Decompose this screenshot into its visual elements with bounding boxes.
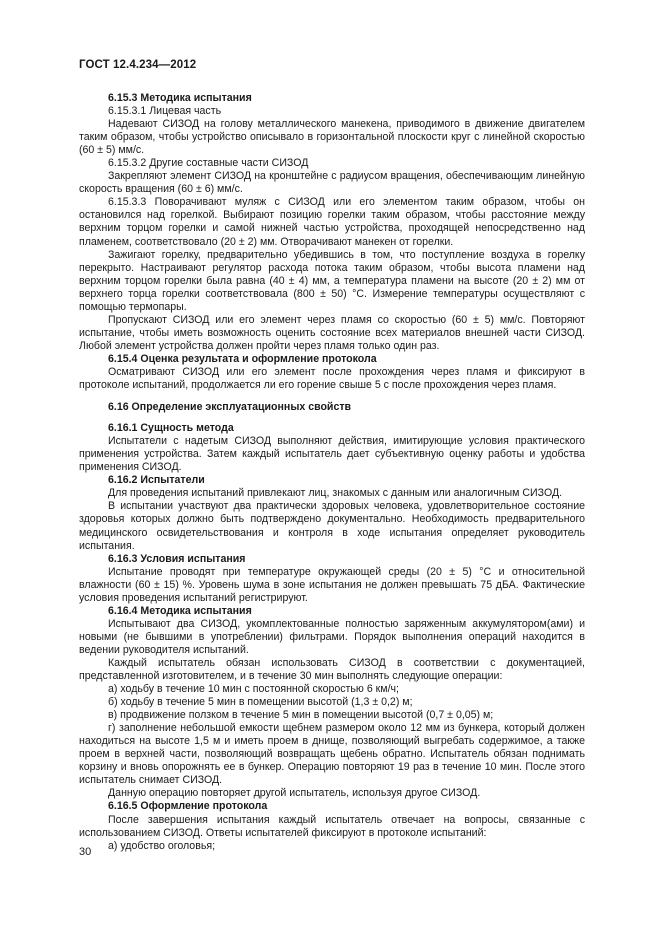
paragraph-6-16-4-a: Испытывают два СИЗОД, укомплектованные полностью заряженным аккумулятором(ами) и новыми (не бывшими в употреблении) фильтрами. Порядок выполнения операций находится в ведении руководителя испытаний. (79, 617, 585, 656)
heading-6-16: 6.16 Определение эксплуатационных свойств (108, 401, 352, 414)
subheading-6-15-3-2: 6.15.3.2 Другие составные части СИЗОД (108, 157, 309, 170)
page-number: 30 (79, 846, 92, 858)
paragraph-6-16-5: После завершения испытания каждый испытатель отвечает на вопросы, связанные с использованием СИЗОД. Ответы испытателей фиксируют в протоколе испытаний: (79, 813, 585, 839)
paragraph-burner: Зажигают горелку, предварительно убедившись в том, что поступление воздуха в горелку перекрыто. Настраивают регулятор расхода потока таким образом, чтобы высота пламени над верхним торцом горелки была равна (40 ± 4) мм, а температура пламени на высоте (20 ± 2) мм от верхнего торца горелки соответствовала (800 ± 50) °C. Измерение температуры осуществляют с помощью термопары. (79, 248, 585, 313)
section-gap (79, 414, 585, 422)
heading-6-16-2: 6.16.2 Испытатели (108, 474, 205, 487)
heading-6-16-5: 6.16.5 Оформление протокола (108, 800, 268, 813)
subheading-6-15-3-1: 6.15.3.1 Лицевая часть (108, 105, 222, 118)
paragraph-6-16-4-b: Каждый испытатель обязан использовать СИЗОД в соответствии с документацией, представленной изготовителем, и в течение 30 мин выполнять следующие операции: (79, 656, 585, 683)
heading-6-16-4: 6.16.4 Методика испытания (108, 604, 252, 617)
heading-6-15-3: 6.15.3 Методика испытания (108, 92, 252, 104)
list-item-a-headgear: а) удобство оголовья; (108, 839, 216, 852)
paragraph-6-16-1: Испытатели с надетым СИЗОД выполняют действия, имитирующие условия практического применения устройства. Затем каждый испытатель дает субъективную оценку работы и удобства применения СИЗОД. (79, 435, 585, 474)
list-item-g: г) заполнение небольшой емкости щебнем размером около 12 мм из бункера, который должен находиться на высоте 1,5 м и иметь проем в днище, позволяющий выгребать содержимое, а также проем в верхней части, позволяющий возвращать щебень обратно. Испытатель обязан поднимать корзину и вновь опорожнять ее в бункер. Операцию повторяют 19 раз в течение 10 мин. После этого испытатель снимает СИЗОД. (79, 722, 585, 787)
list-item-a: а) ходьбу в течение 10 мин с постоянной скоростью 6 км/ч; (108, 683, 399, 696)
paragraph-pass-flame: Пропускают СИЗОД или его элемент через пламя со скоростью (60 ± 5) мм/с. Повторяют испытание, чтобы иметь возможность оценить состояние всех материалов внешней части СИЗОД. Любой элемент устройства должен пройти через пламя только один раз. (79, 313, 585, 352)
list-item-v: в) продвижение ползком в течение 5 мин в помещении высотой (0,7 ± 0,05) м; (108, 709, 494, 722)
paragraph-6-16-4-c: Данную операцию повторяет другой испытатель, используя другое СИЗОД. (108, 787, 481, 800)
paragraph-6-16-2-a: Для проведения испытаний привлекают лиц, знакомых с данным или аналогичным СИЗОД. (108, 487, 563, 500)
document-header: ГОСТ 12.4.234—2012 (79, 59, 197, 71)
paragraph-6-16-2-b: В испытании участвуют два практически здоровых человека, удовлетворительное состояние здоровья которых должно быть подтверждено документально. Необходимость предварительного медицинского освидетельствования и контроля в ходе испытания определяет руководитель испытания. (79, 500, 585, 552)
heading-6-16-1: 6.16.1 Сущность метода (108, 422, 234, 435)
heading-6-16-3: 6.16.3 Условия испытания (108, 552, 246, 565)
paragraph-6-15-4: Осматривают СИЗОД или его элемент после прохождения через пламя и фиксируют в протоколе испытаний, продолжается ли его горение свыше 5 с после прохождения через пламя. (79, 365, 585, 392)
section-gap (79, 392, 585, 401)
heading-6-15-4: 6.15.4 Оценка результата и оформление протокола (108, 352, 377, 365)
paragraph-6-16-3: Испытание проводят при температуре окружающей среды (20 ± 5) °C и относительной влажности (60 ± 15) %. Уровень шума в зоне испытания не должен превышать 75 дБА. Фактические условия проведения испытаний регистрируют. (79, 565, 585, 604)
paragraph-6-15-3-1: Надевают СИЗОД на голову металлического манекена, приводимого в движение двигателем таким образом, чтобы устройство описывало в горизонтальной плоскости круг с линейной скоростью (60 ± 5) мм/с. (79, 118, 585, 157)
paragraph-6-15-3-3: 6.15.3.3 Поворачивают муляж с СИЗОД или его элементом таким образом, чтобы он остановился над горелкой. Выбирают позицию горелки таким образом, чтобы расстояние между верхним торцом горелки и самой нижней частью устройства, проходящей непосредственно над пламенем, соответствовало (20 ± 2) мм. Отворачивают манекен от горелки. (79, 196, 585, 248)
page-body (79, 92, 585, 853)
paragraph-6-15-3-2: Закрепляют элемент СИЗОД на кронштейне с радиусом вращения, обеспечивающим линейную скорость вращения (60 ± 6) мм/с. (79, 170, 585, 196)
list-item-b: б) ходьбу в течение 5 мин в помещении высотой (1,3 ± 0,2) м; (108, 696, 413, 709)
